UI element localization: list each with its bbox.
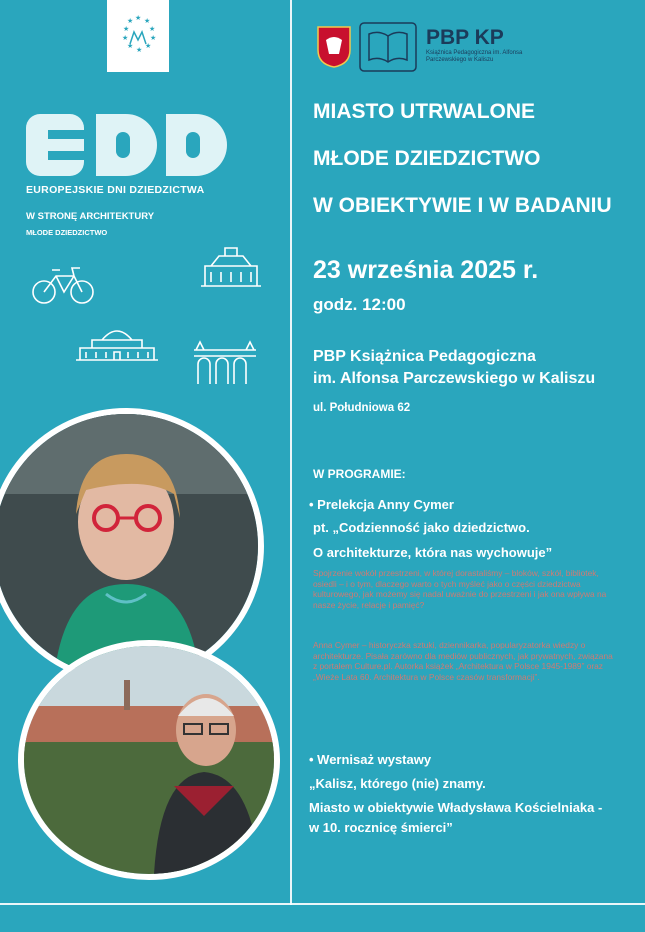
program-item1-description: Spojrzenie wokół przestrzeni, w której dorastaliśmy – bloków, szkół, bibliotek, osiedli – i o tym, dlaczego warto o tych myśleć jako o części dziedzictwa kulturowego, jak możemy się nadal uważnie do przestrzeni i jak ona wpływa na nasze życie, relacje i pamięć? bbox=[313, 568, 607, 610]
program-item1-bio: Anna Cymer – historyczka sztuki, dziennikarka, popularyzatorka wiedzy o architekturze. Pisała zarówno dla mediów publicznych, jak prywatnych, związana z portalem Culture.pl. Autorka książek „Architektura w Polsce 1945-1989” oraz „Wieże Lata 60. Architektura w Polsce czasów transformacji”. bbox=[313, 640, 613, 682]
event-title bbox=[313, 98, 612, 222]
program-item2-title3: w 10. rocznicę śmierci” bbox=[309, 820, 453, 835]
edd-theme-line1: W STRONĘ ARCHITEKTURY bbox=[26, 211, 155, 222]
partner-subtitle: Książnica Pedagogiczna im. Alfonsa Parczewskiego w Kaliszu bbox=[426, 50, 523, 64]
program-heading: W PROGRAMIE: bbox=[313, 467, 406, 481]
program-item1-title1: pt. „Codzienność jako dziedzictwo. bbox=[313, 520, 530, 535]
horizontal-divider bbox=[0, 903, 645, 905]
program-item2-title2: Miasto w obiektywie Władysława Kościelniaka - bbox=[309, 800, 603, 815]
svg-text:★: ★ bbox=[122, 34, 129, 42]
program-item1-bullet: • Prelekcja Anny Cymer bbox=[309, 497, 454, 512]
svg-text:★: ★ bbox=[127, 17, 134, 25]
svg-text:★: ★ bbox=[150, 34, 157, 42]
coat-of-arms-logo bbox=[317, 26, 351, 68]
program-item2-title1: „Kalisz, którego (nie) znamy. bbox=[309, 776, 486, 791]
event-hour: godz. 12:00 bbox=[313, 295, 406, 314]
event-date: 23 września 2025 r. bbox=[313, 256, 539, 284]
portrait-wladyslaw-koscielniak bbox=[18, 640, 280, 880]
partner-name: PBP KP bbox=[426, 26, 504, 49]
svg-text:★: ★ bbox=[145, 42, 152, 50]
event-place bbox=[313, 346, 595, 389]
gate-icon bbox=[192, 340, 258, 386]
svg-text:★: ★ bbox=[144, 17, 151, 25]
event-title-line: MŁODE DZIEDZICTWO bbox=[313, 147, 541, 170]
event-title-line: MIASTO UTRWALONE bbox=[313, 100, 536, 123]
program-item2-bullet: • Wernisaż wystawy bbox=[309, 752, 432, 767]
edd-subtitle: EUROPEJSKIE DNI DZIEDZICTWA bbox=[26, 184, 205, 196]
palace-icon bbox=[197, 244, 265, 290]
place-line2: im. Alfonsa Parczewskiego w Kaliszu bbox=[313, 369, 596, 387]
vertical-divider bbox=[290, 0, 292, 905]
svg-text:★: ★ bbox=[136, 46, 143, 54]
event-title-line: W OBIEKTYWIE I W BADANIU bbox=[313, 194, 612, 217]
svg-text:★: ★ bbox=[123, 25, 130, 33]
library-book-logo bbox=[359, 22, 417, 72]
program-item1-title2: O architekturze, która nas wychowuje” bbox=[313, 545, 553, 560]
svg-text:★: ★ bbox=[135, 14, 142, 22]
eu-stars-logo bbox=[107, 0, 169, 72]
event-street: ul. Południowa 62 bbox=[313, 402, 411, 414]
svg-text:★: ★ bbox=[127, 42, 134, 50]
place-line1: PBP Książnica Pedagogiczna bbox=[313, 348, 536, 365]
bicycle-icon bbox=[30, 262, 98, 306]
svg-text:★: ★ bbox=[149, 25, 156, 33]
edd-logo bbox=[26, 112, 231, 183]
edd-theme-line2: MŁODE DZIEDZICTWO bbox=[26, 228, 108, 237]
hall-icon bbox=[74, 320, 160, 364]
